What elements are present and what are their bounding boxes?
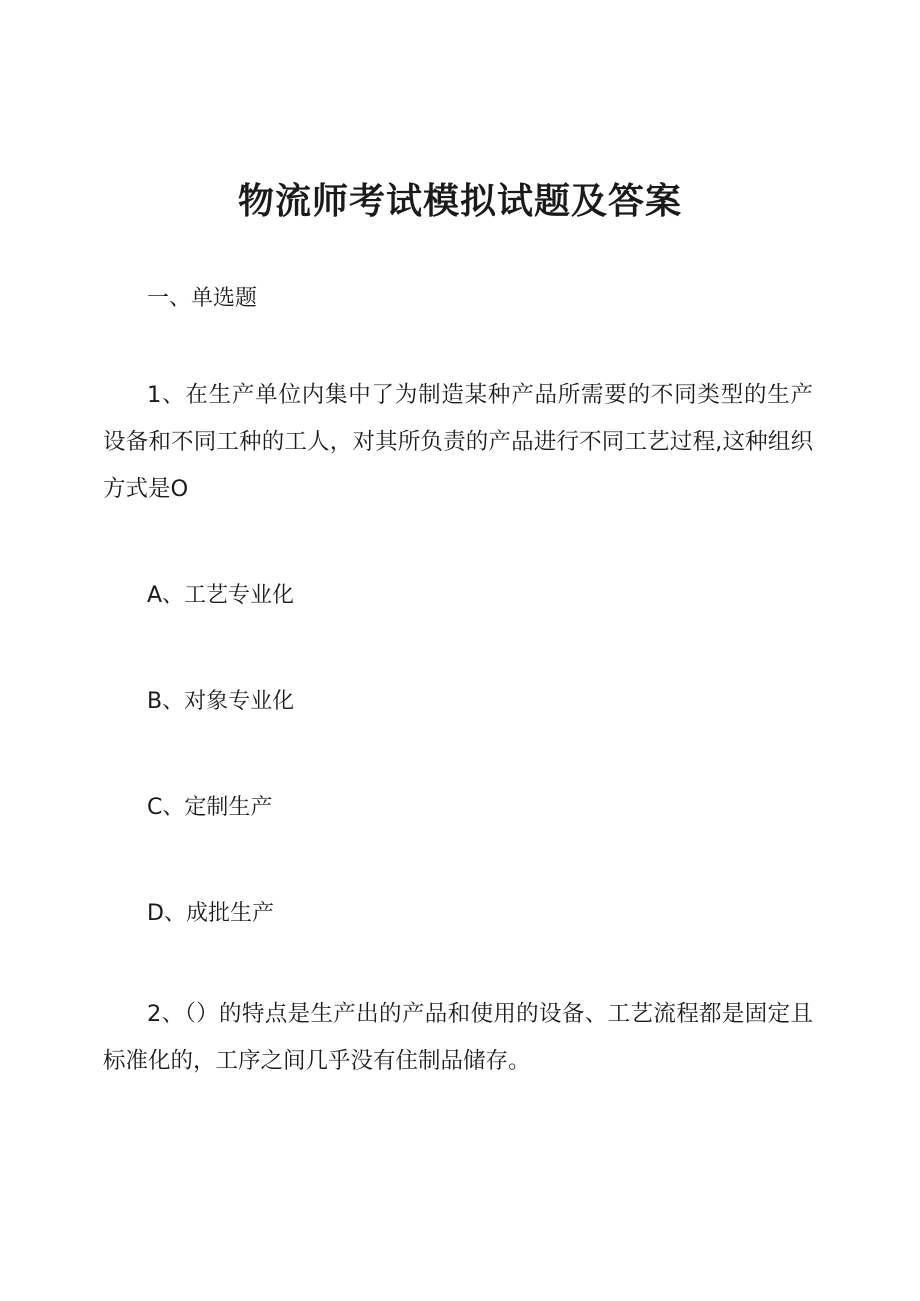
question-2-text: 2、（）的特点是生产出的产品和使用的设备、工艺流程都是固定且标准化的，工序之间几乎没有住制品储存。 (103, 1001, 813, 1074)
question-1-option-d: D、成批生产 (147, 901, 274, 926)
question-1-option-c: C、定制生产 (147, 795, 273, 820)
question-1-option-a: A、工艺专业化 (147, 583, 295, 608)
document-title: 物流师考试模拟试题及答案 (237, 181, 682, 222)
question-1-option-b: B、对象专业化 (147, 689, 295, 714)
question-1-text: 1、在生产单位内集中了为制造某种产品所需要的不同类型的生产设备和不同工种的工人，对其所负责的产品进行不同工艺过程,这种组织方式是O (103, 382, 813, 502)
section-heading: 一、单选题 (147, 286, 258, 311)
